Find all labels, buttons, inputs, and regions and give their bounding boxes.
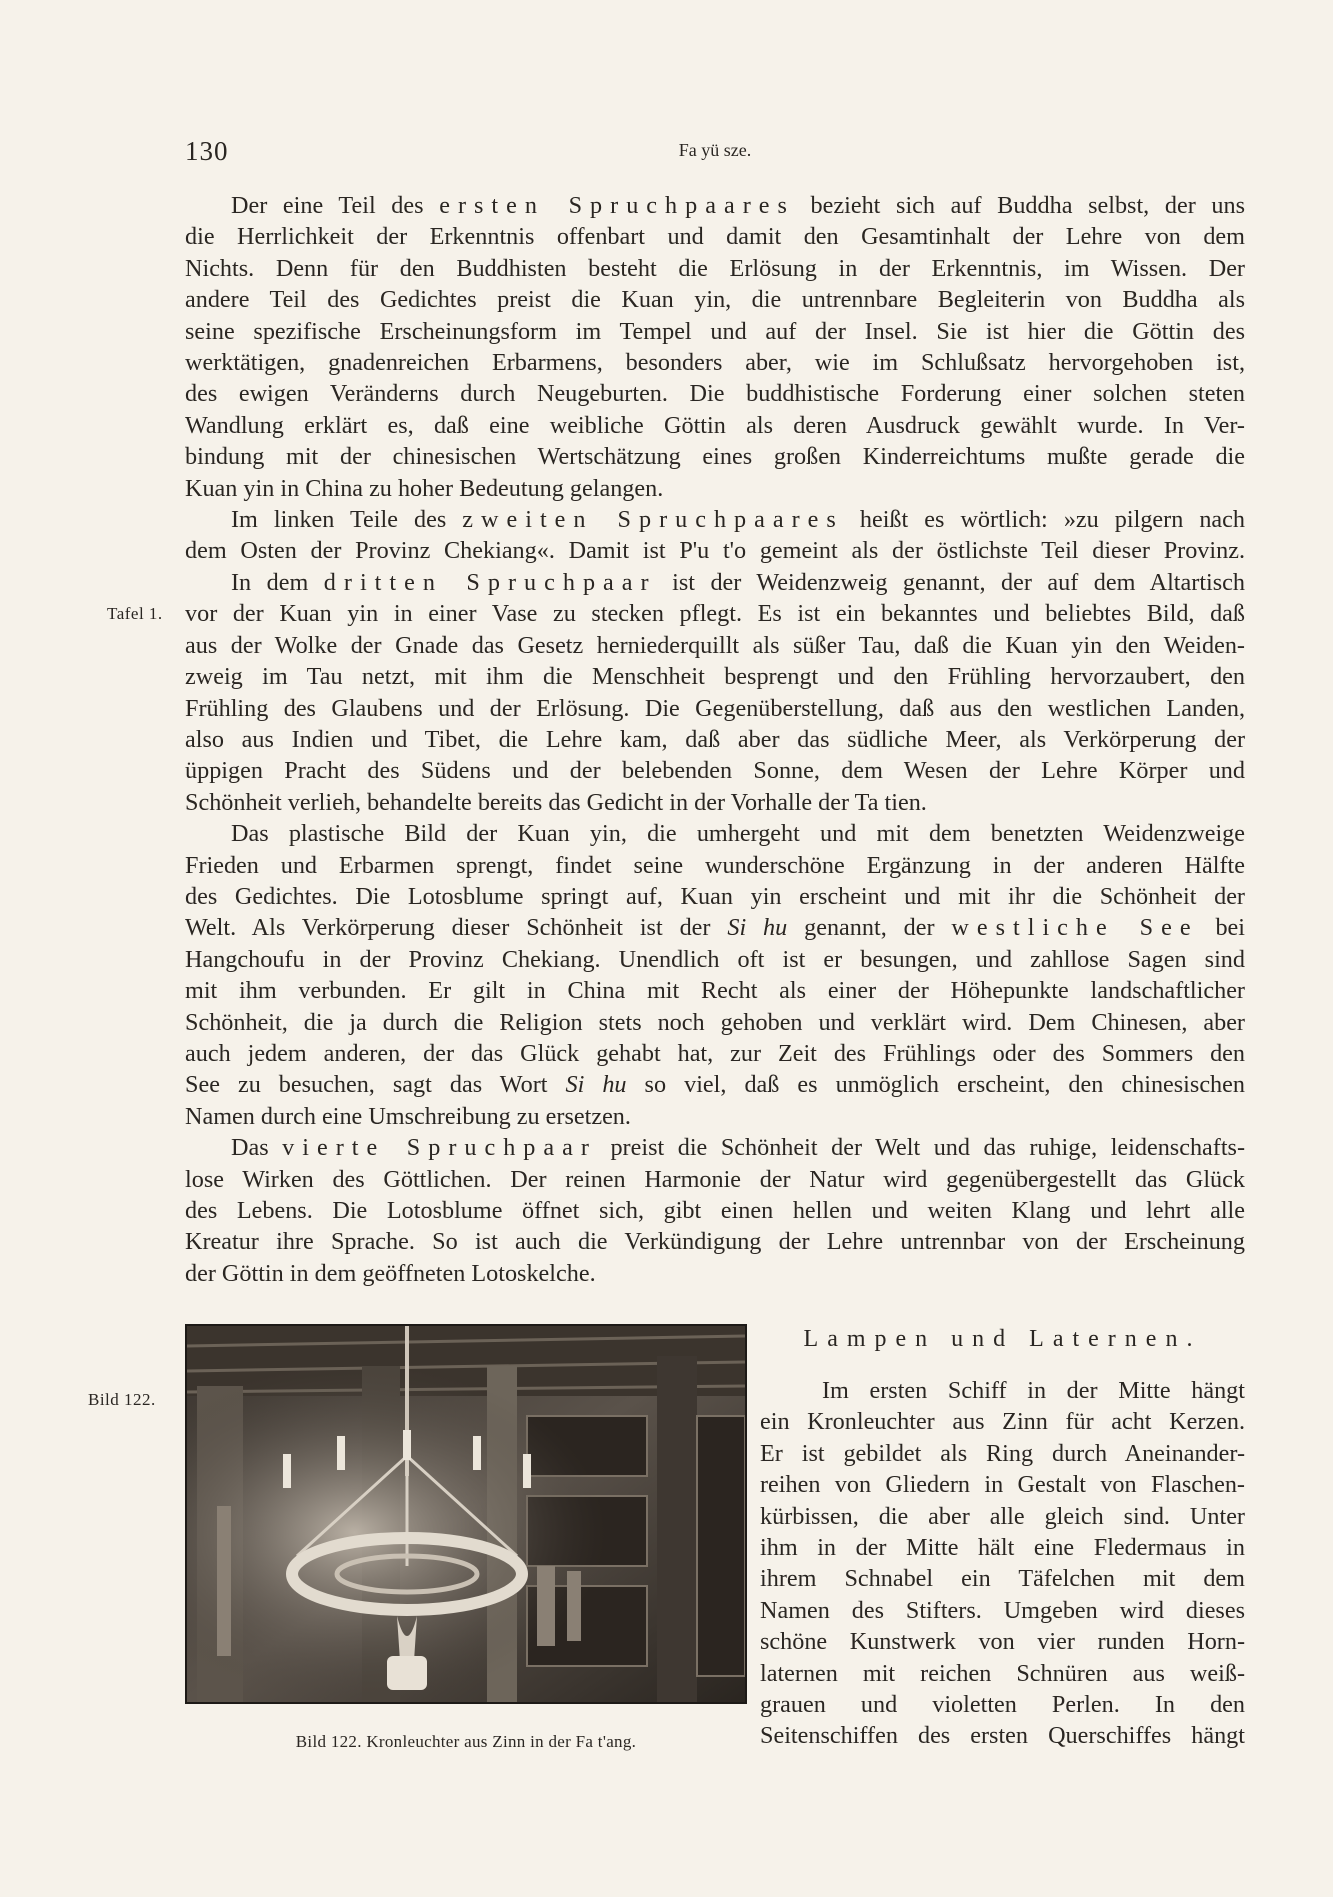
text-line xyxy=(185,787,1245,818)
section-line: kürbissen, die aber alle gleich sind. Unter xyxy=(760,1502,1245,1530)
spaced-term: ersten Spruchpaares xyxy=(439,192,795,219)
page-number: 130 xyxy=(185,136,229,166)
text-run: Schönheit, die ja durch die Religion stets noch gehoben und verklärt wird. Dem Chinesen, aber xyxy=(185,1008,1245,1036)
text-run: ist der Weidenzweig genannt, der auf dem Altartisch xyxy=(656,568,1245,596)
text-run: Im linken Teile des xyxy=(231,506,463,534)
section-line: ein Kronleuchter aus Zinn für acht Kerzen. xyxy=(760,1408,1245,1436)
text-run: Welt. Als Verkörperung dieser Schönheit ist der xyxy=(185,914,728,942)
text-line xyxy=(185,441,1245,472)
text-run: lose Wirken des Göttlichen. Der reinen Harmonie der Natur wird gegenübergestellt das Glück xyxy=(185,1165,1245,1193)
text-run: zweig im Tau netzt, mit ihm die Menschheit besprengt und den Frühling hervorzaubert, den xyxy=(185,663,1245,691)
text-line xyxy=(185,1007,1245,1038)
text-run: In dem xyxy=(231,568,324,596)
text-run: der Göttin in dem geöffneten Lotoskelche. xyxy=(185,1259,596,1287)
chandelier-photo-illustration xyxy=(187,1326,745,1702)
text-run: Kuan yin in China zu hoher Bedeutung gelangen. xyxy=(185,474,664,502)
italic-term: Si hu xyxy=(565,1071,627,1099)
text-run: bei xyxy=(1198,914,1245,942)
text-line xyxy=(185,1132,1245,1163)
text-run: seine spezifische Erscheinungsform im Tempel und auf der Insel. Sie ist hier die Göttin des xyxy=(185,317,1245,345)
text-line xyxy=(185,473,1245,504)
text-run: Der eine Teil des xyxy=(231,192,440,219)
text-line xyxy=(185,1069,1245,1100)
text-run: preist die Schönheit der Welt und das ruhige, leidenschafts- xyxy=(596,1134,1246,1162)
text-run: Schönheit verlieh, behandelte bereits das Gedicht in der Vorhalle der Ta tien. xyxy=(185,788,927,816)
text-line xyxy=(185,190,1245,221)
text-line xyxy=(185,378,1245,409)
text-run: Das plastische Bild der Kuan yin, die umhergeht und mit dem benetzten Weidenzweige xyxy=(231,820,1245,848)
text-run: die Herrlichkeit der Erkenntnis offenbart und damit den Gesamtinhalt der Lehre von dem xyxy=(185,223,1245,251)
margin-note-tafel: Tafel 1. xyxy=(107,604,163,623)
text-run: genannt, der xyxy=(787,914,952,942)
text-run: Frühling des Glaubens und der Erlösung. Die Gegenüberstellung, daß aus den westlichen Landen, xyxy=(185,694,1245,722)
section-line: schöne Kunstwerk von vier runden Horn- xyxy=(760,1628,1245,1656)
text-run: dem Osten der Provinz Chekiang«. Damit ist P'u t'o gemeint als der östlichste Teil dieser Provinz. xyxy=(185,537,1245,565)
section-line: ihm in der Mitte hält eine Fledermaus in xyxy=(760,1534,1245,1562)
section-line: reihen von Gliedern in Gestalt von Flaschen- xyxy=(760,1471,1245,1499)
section-line: Im ersten Schiff in der Mitte hängt xyxy=(822,1377,1245,1404)
text-line xyxy=(185,567,1245,598)
italic-term: Si hu xyxy=(727,914,788,942)
text-run: des ewigen Veränderns durch Neugeburten. Die buddhistische Forderung einer solchen steten xyxy=(185,380,1245,408)
spaced-term: westliche See xyxy=(951,914,1199,942)
page-header xyxy=(185,136,1245,176)
text-run: Das xyxy=(231,1134,283,1162)
section-lampen xyxy=(760,1326,1245,1752)
text-line xyxy=(185,1101,1245,1132)
text-line xyxy=(185,1226,1245,1257)
text-line xyxy=(185,316,1245,347)
text-line xyxy=(185,1195,1245,1226)
text-run: Namen durch eine Umschreibung zu ersetzen. xyxy=(185,1102,631,1130)
text-line xyxy=(185,693,1245,724)
text-line xyxy=(185,1258,1245,1289)
section-text xyxy=(760,1375,1245,1752)
text-line xyxy=(185,881,1245,912)
text-line xyxy=(185,253,1245,284)
text-run: Frieden und Erbarmen sprengt, findet seine wunderschöne Ergänzung in der anderen Hälfte xyxy=(185,851,1245,879)
spaced-term: zweiten Spruchpaares xyxy=(462,506,844,534)
text-run: andere Teil des Gedichtes preist die Kuan yin, die untrennbare Begleiterin von Buddha als xyxy=(185,286,1245,314)
text-run: üppigen Pracht des Südens und der belebenden Sonne, dem Wesen der Lehre Körper und xyxy=(185,757,1245,785)
text-run: also aus Indien und Tibet, die Lehre kam, daß aber das südliche Meer, als Verkörperung der xyxy=(185,725,1245,753)
text-line xyxy=(185,504,1245,535)
text-run: mit ihm verbunden. Er gilt in China mit Recht als einer der Höhepunkte landschaftlicher xyxy=(185,977,1245,1005)
text-line xyxy=(185,630,1245,661)
text-run: aus der Wolke der Gnade das Gesetz herniederquillt als süßer Tau, daß die Kuan yin den Weiden- xyxy=(185,631,1245,659)
text-line xyxy=(185,724,1245,755)
spaced-term: vierte Spruchpaar xyxy=(282,1134,597,1162)
text-run: bindung mit der chinesischen Wertschätzung eines großen Kinderreichtums mußte gerade die xyxy=(185,443,1245,471)
text-line xyxy=(185,535,1245,566)
text-run: des Gedichtes. Die Lotosblume springt auf, Kuan yin erscheint und mit ihr die Schönheit der xyxy=(185,882,1245,910)
text-run: Kreatur ihre Sprache. So ist auch die Verkündigung der Lehre untrennbar von der Erscheinung xyxy=(185,1228,1245,1256)
section-line: grauen und violetten Perlen. In den xyxy=(760,1691,1245,1719)
text-line xyxy=(185,755,1245,786)
text-run: bezieht sich auf Buddha selbst, der uns xyxy=(794,192,1245,219)
figure-caption: Bild 122. Kronleuchter aus Zinn in der Fa t'ang. xyxy=(295,1732,637,1751)
text-line xyxy=(185,944,1245,975)
text-run: Nichts. Denn für den Buddhisten besteht die Erlösung in der Erkenntnis, im Wissen. Der xyxy=(185,254,1245,282)
photo-chandelier xyxy=(185,1324,747,1704)
text-run: Wandlung erklärt es, daß eine weibliche Göttin als deren Ausdruck gewählt wurde. In Ver- xyxy=(185,411,1245,439)
text-run: Hangchoufu in der Provinz Chekiang. Unendlich oft ist er besungen, und zahllose Sagen sind xyxy=(185,945,1245,973)
text-line xyxy=(185,1164,1245,1195)
section-line: ihrem Schnabel ein Täfelchen mit dem xyxy=(760,1565,1245,1593)
text-line xyxy=(185,850,1245,881)
text-run: werktätigen, gnadenreichen Erbarmens, besonders aber, wie im Schlußsatz hervorgehoben ist, xyxy=(185,349,1245,377)
text-line xyxy=(185,284,1245,315)
text-line xyxy=(185,1038,1245,1069)
running-title: Fa yü sze. xyxy=(678,140,752,160)
text-line xyxy=(185,221,1245,252)
section-heading: Lampen und Laternen. xyxy=(803,1326,1202,1352)
text-run: so viel, daß es unmöglich erscheint, den chinesischen xyxy=(626,1071,1245,1099)
text-run: heißt es wörtlich: »zu pilgern nach xyxy=(843,506,1245,534)
text-line xyxy=(185,410,1245,441)
text-line xyxy=(185,975,1245,1006)
margin-note-bild: Bild 122. xyxy=(88,1390,156,1409)
text-line xyxy=(185,912,1245,943)
section-line: Er ist gebildet als Ring durch Aneinander- xyxy=(760,1439,1245,1467)
text-line xyxy=(185,598,1245,629)
section-line: Seitenschiffen des ersten Querschiffes hängt xyxy=(760,1722,1245,1750)
spaced-term: dritten Spruchpaar xyxy=(323,568,657,596)
text-line xyxy=(185,661,1245,692)
section-line: laternen mit reichen Schnüren aus weiß- xyxy=(760,1659,1245,1687)
text-line xyxy=(185,818,1245,849)
text-line xyxy=(185,347,1245,378)
text-run: des Lebens. Die Lotosblume öffnet sich, gibt einen hellen und weiten Klang und lehrt alle xyxy=(185,1197,1245,1224)
text-run: See zu besuchen, sagt das Wort xyxy=(185,1071,566,1099)
text-run: auch jedem anderen, der das Glück gehabt hat, zur Zeit des Frühlings oder des Sommers den xyxy=(185,1039,1245,1067)
main-text xyxy=(185,190,1245,1289)
section-line: Namen des Stifters. Umgeben wird dieses xyxy=(760,1596,1245,1624)
text-run: vor der Kuan yin in einer Vase zu stecken pflegt. Es ist ein bekanntes und beliebtes Bild, daß xyxy=(185,600,1245,628)
